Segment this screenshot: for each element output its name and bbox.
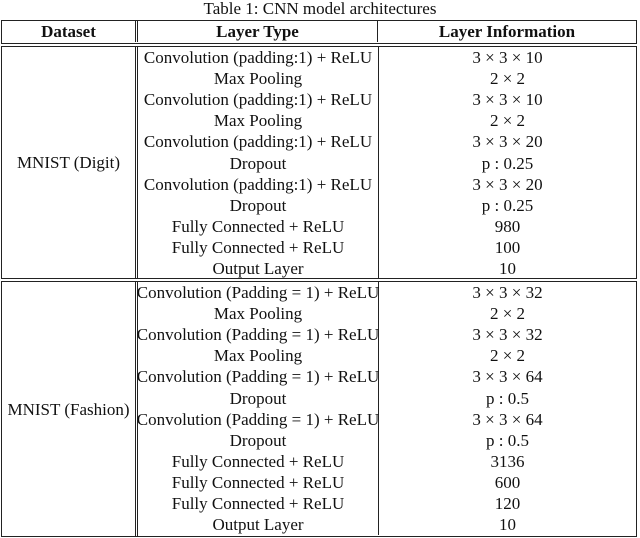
layer-type-cell: Convolution (Padding = 1) + ReLU: [136, 325, 380, 345]
layer-information-cell: 3 × 3 × 64: [472, 409, 543, 429]
layer-type-cell: Dropout: [138, 387, 379, 408]
table-row: [138, 195, 636, 216]
layer-type-cell: Dropout: [138, 430, 379, 451]
layer-type-cell: Max Pooling: [138, 345, 379, 366]
layer-type-cell: Convolution (Padding = 1) + ReLU: [136, 367, 380, 387]
table-row: [138, 324, 636, 345]
layer-type-cell: Convolution (Padding = 1) + ReLU: [136, 409, 380, 429]
table-row: [138, 282, 636, 303]
layer-type-cell: Convolution (padding:1) + ReLU: [138, 89, 379, 110]
header-layer-type: Layer Type: [138, 21, 378, 42]
layer-information-cell: 2 × 2: [489, 111, 526, 131]
table-row: [138, 89, 636, 110]
header-layer-information: Layer Information: [438, 22, 576, 41]
layer-information-cell: 10: [499, 515, 516, 535]
layer-type-cell: Output Layer: [138, 514, 379, 535]
table-row: [138, 216, 636, 237]
layer-type-cell: Convolution (padding:1) + ReLU: [138, 131, 379, 152]
layer-type-cell: Fully Connected + ReLU: [138, 216, 379, 237]
layer-information-cell: 3 × 3 × 10: [472, 48, 543, 68]
layer-type-cell: Dropout: [138, 152, 379, 173]
layer-type-cell: Dropout: [138, 195, 379, 216]
layer-information-cell: 100: [494, 237, 521, 257]
table-row: [138, 152, 636, 173]
layer-information-cell: p : 0.5: [486, 430, 529, 450]
table-row: [138, 237, 636, 258]
layer-information-cell: 3 × 3 × 20: [472, 174, 543, 194]
table-row: [138, 47, 636, 68]
layer-information-cell: 3136: [490, 451, 525, 471]
table-row: [138, 131, 636, 152]
table-row: [138, 345, 636, 366]
layer-information-cell: 3 × 3 × 32: [472, 325, 543, 345]
dataset-cell: MNIST (Fashion): [7, 399, 130, 419]
layer-information-cell: 3 × 3 × 10: [472, 90, 543, 110]
layer-type-cell: Fully Connected + ReLU: [138, 237, 379, 258]
dataset-cell: MNIST (Digit): [16, 153, 121, 172]
table-row: [138, 387, 636, 408]
layer-type-cell: Max Pooling: [138, 68, 379, 89]
table-row: [138, 409, 636, 430]
layer-information-cell: 2 × 2: [489, 304, 526, 324]
table-row: [138, 493, 636, 514]
table-header: [1, 20, 637, 44]
table-row: [138, 68, 636, 89]
table-row: [138, 472, 636, 493]
layer-information-cell: p : 0.5: [486, 388, 529, 408]
layer-information-cell: 980: [494, 216, 521, 236]
layer-type-cell: Convolution (padding:1) + ReLU: [138, 174, 379, 195]
layer-information-cell: p : 0.25: [481, 153, 534, 173]
table-row: [138, 110, 636, 131]
layer-type-cell: Fully Connected + ReLU: [138, 451, 379, 472]
table-row: [138, 430, 636, 451]
layer-information-cell: 120: [494, 493, 521, 513]
layer-type-cell: Max Pooling: [138, 110, 379, 131]
table-row: [138, 451, 636, 472]
table-row: [138, 514, 636, 535]
layer-type-cell: Fully Connected + ReLU: [138, 493, 379, 514]
layer-information-cell: 2 × 2: [489, 346, 526, 366]
table-caption: Table 1: CNN model architectures: [203, 0, 437, 18]
layer-information-cell: 3 × 3 × 32: [472, 283, 543, 303]
layer-information-cell: p : 0.25: [481, 195, 534, 215]
layer-information-cell: 3 × 3 × 20: [472, 132, 543, 152]
layer-type-cell: Convolution (padding:1) + ReLU: [138, 47, 379, 68]
layer-type-cell: Fully Connected + ReLU: [138, 472, 379, 493]
layer-type-cell: Output Layer: [138, 258, 379, 279]
layer-information-cell: 600: [494, 472, 521, 492]
layer-information-cell: 3 × 3 × 64: [472, 367, 543, 387]
table-row: [138, 303, 636, 324]
layer-information-cell: 10: [499, 258, 516, 278]
header-dataset: Dataset: [41, 22, 96, 41]
table-row: [138, 174, 636, 195]
section-mnist-fashion: [1, 281, 637, 537]
layer-type-cell: Convolution (Padding = 1) + ReLU: [136, 283, 380, 303]
table-row: [138, 366, 636, 387]
section-mnist-digit: [1, 46, 637, 279]
layer-type-cell: Max Pooling: [138, 303, 379, 324]
table-row: [138, 258, 636, 279]
layer-information-cell: 2 × 2: [489, 69, 526, 89]
